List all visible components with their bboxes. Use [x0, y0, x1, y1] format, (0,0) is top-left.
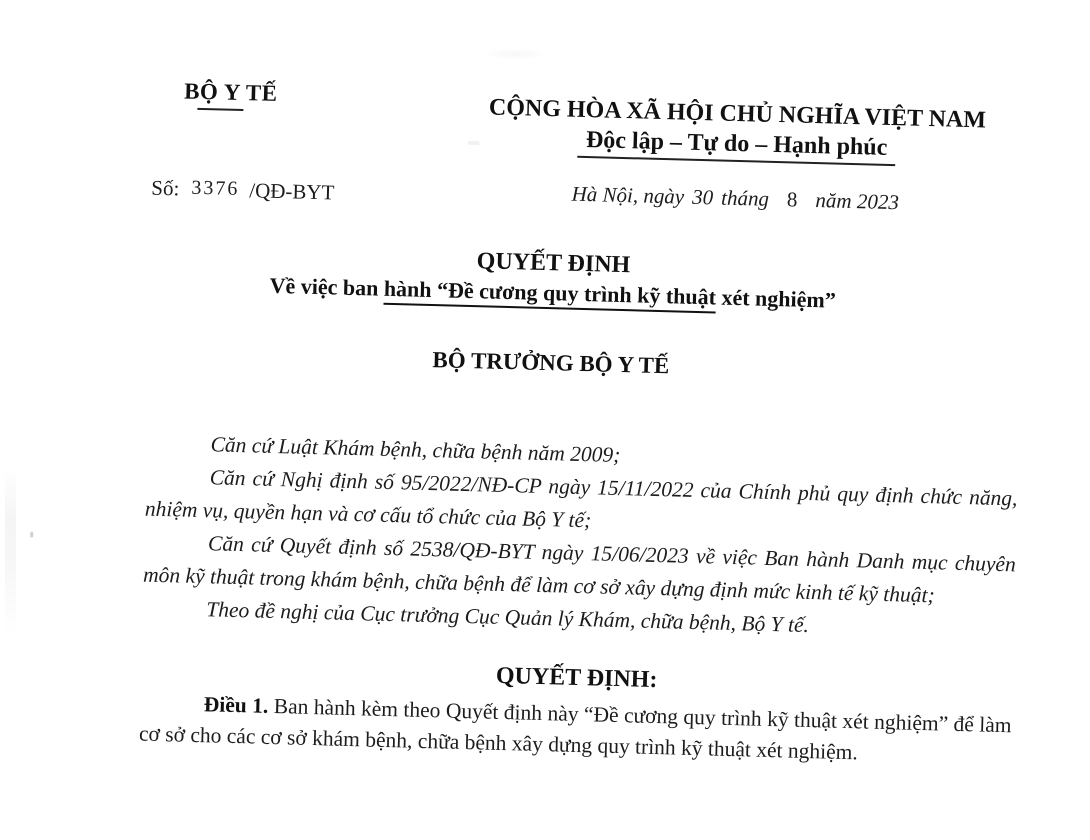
recital-2: Căn cứ Nghị định số 95/2022/NĐ-CP ngày 15/11/2022 của Chính phủ quy định chức năng, nhiệm vụ, quyền hạn và cơ cấu tổ chức của Bộ Y tế; — [144, 465, 1018, 533]
document-number-label: Số: — [151, 175, 180, 201]
subject-underlined: hành “Đề cương quy trình kỹ thuật — [383, 275, 717, 310]
recital-4: Theo đề nghị của Cục trưởng Cục Quản lý Khám, chữa bệnh, Bộ Y tế. — [205, 597, 810, 638]
dateline-day: 30 — [691, 184, 714, 210]
national-header-line: CỘNG HÒA XÃ HỘI CHỦ NGHĨA VIỆT NAM — [488, 94, 987, 134]
document-number-value: 3376 — [191, 176, 240, 200]
scan-streak — [5, 468, 16, 633]
issuer-underline-rule — [197, 108, 243, 111]
document-title: QUYẾT ĐỊNH — [476, 248, 631, 279]
issuing-agency-name: BỘ Y TẾ — [183, 78, 278, 106]
document-body — [139, 427, 1019, 773]
national-motto: Độc lập – Tự do – Hạnh phúc — [578, 127, 896, 166]
dateline-thang: tháng — [720, 185, 770, 211]
scan-speck — [468, 141, 480, 145]
article-1-text: Ban hành kèm theo Quyết định này “Đề cương quy trình kỹ thuật xét nghiệm” để làm cơ sở cho các cơ sở khám bệnh, chữa bệnh xây dựng quy trình kỹ thuật xét nghiệm. — [138, 693, 1012, 765]
decision-heading: QUYẾT ĐỊNH: — [495, 662, 658, 694]
dateline-month: 8 — [786, 187, 798, 212]
scan-speck — [30, 532, 33, 538]
issuing-agency-block — [95, 76, 366, 114]
title-block — [151, 240, 954, 387]
article-1-label: Điều 1. — [203, 692, 269, 718]
subject-pre: Về việc ban — [269, 272, 385, 301]
dateline-year: năm 2023 — [815, 188, 900, 215]
document-number — [151, 176, 335, 206]
recital-3: Căn cứ Quyết định số 2538/QĐ-BYT ngày 15/06/2023 về việc Ban hành Danh mục chuyên môn kỹ thuật trong khám bệnh, chữa bệnh để làm cơ sở xây dựng định mức kinh tế kỹ thuật; — [142, 531, 1017, 608]
subject-post: xét nghiệm” — [715, 284, 837, 313]
dateline-place: Hà Nội, ngày — [571, 181, 685, 209]
place-dateline — [421, 178, 1049, 219]
deciding-authority: BỘ TRƯỞNG BỘ Y TẾ — [432, 347, 670, 379]
national-header-block — [421, 93, 1052, 219]
recital-1: Căn cứ Luật Khám bệnh, chữa bệnh năm 2009; — [210, 432, 621, 468]
scan-smudge — [480, 48, 550, 60]
document-number-suffix: /QĐ-BYT — [248, 178, 335, 205]
